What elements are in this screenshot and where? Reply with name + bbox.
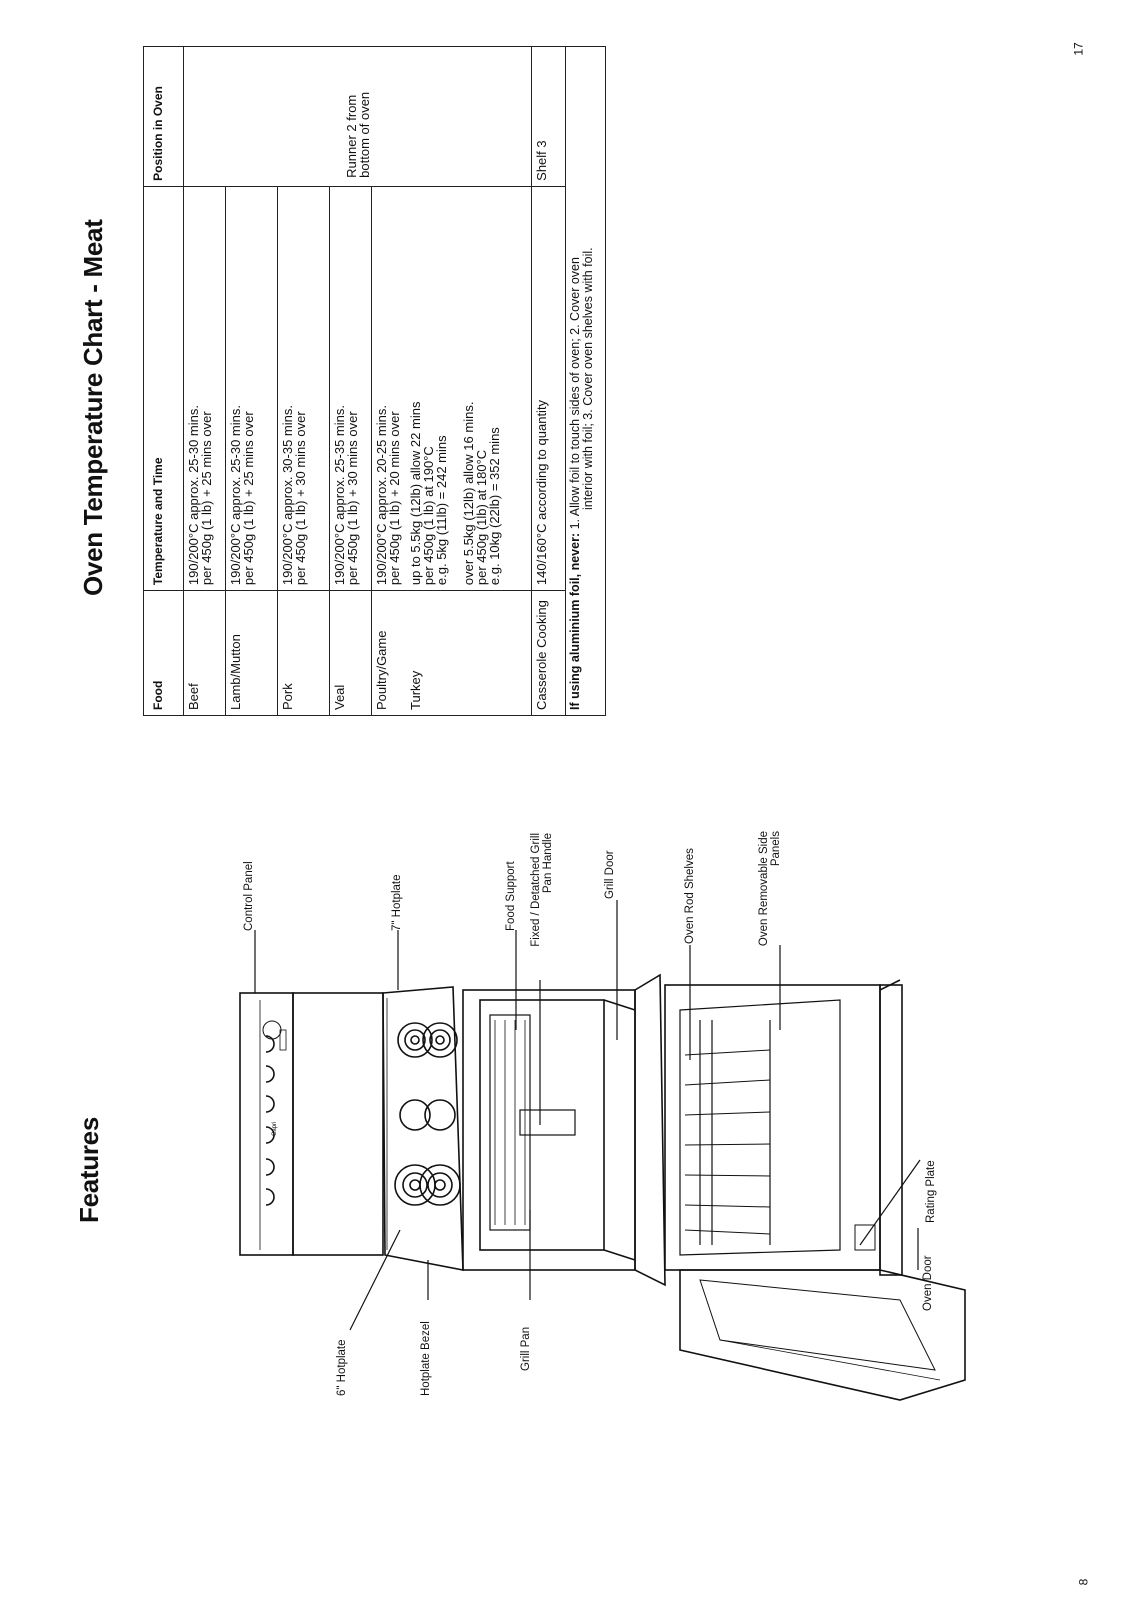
foil-note: If using aluminium foil, never: 1. Allow foil to touch sides of oven; 2. Cover oven interior with foil; 3. Cover oven shelves with foil. <box>566 47 606 716</box>
temp-cell: 190/200°C approx. 25-35 mins. per 450g (1 lb) + 30 mins over <box>330 186 372 590</box>
table-row-beef <box>184 47 226 716</box>
food-cell: Turkey <box>406 591 532 716</box>
label-control-panel: Control Panel <box>243 861 255 931</box>
label-rating-plate: Rating Plate <box>925 1160 937 1223</box>
temp-cell: 190/200°C approx. 20-25 mins. per 450g (1 lb) + 20 mins over <box>372 186 406 590</box>
temp-cell: 140/160°C according to quantity <box>532 186 566 590</box>
chart-title: Oven Temperature Chart - Meat <box>78 219 108 596</box>
label-hotplate-7: 7" Hotplate <box>391 874 403 931</box>
label-oven-rod-shelves: Oven Rod Shelves <box>684 848 696 944</box>
temp-cell: 190/200°C approx. 25-30 mins. per 450g (1 lb) + 25 mins over <box>184 186 226 590</box>
temp-cell: 190/200°C approx. 30-35 mins. per 450g (1 lb) + 30 mins over <box>278 186 330 590</box>
label-hotplate-bezel: Hotplate Bezel <box>420 1321 432 1396</box>
header-temperature: Temperature and Time <box>144 186 184 590</box>
label-hotplate-6: 6" Hotplate <box>336 1339 348 1396</box>
table-header-row <box>144 47 184 716</box>
food-cell: Casserole Cooking <box>532 591 566 716</box>
page-number-left: 8 <box>1076 1578 1091 1586</box>
food-cell: Lamb/Mutton <box>226 591 278 716</box>
temp-cell: up to 5.5kg (12lb) allow 22 mins per 450g (1 lb) at 190°C e.g. 5kg (11lb) = 242 mins over 5.5kg (12lb) allow 16 mins. per 450g (1lb) at 180°C e.g. 10kg (22lb) = 352 mins <box>406 186 532 590</box>
label-oven-door: Oven Door <box>922 1255 934 1311</box>
oven-temperature-table <box>143 46 606 716</box>
brand-badge: Capri <box>272 1121 278 1136</box>
food-cell: Poultry/Game <box>372 591 406 716</box>
food-cell: Pork <box>278 591 330 716</box>
food-cell: Veal <box>330 591 372 716</box>
label-grill-pan-handle: Fixed / Detatched Grill Pan Handle <box>530 833 554 947</box>
label-grill-door: Grill Door <box>604 850 616 899</box>
page-number-right: 17 <box>1071 42 1086 56</box>
label-oven-side-panels: Oven Removable Side Panels <box>758 831 782 947</box>
position-cell-runner: Runner 2 from bottom of oven <box>184 47 532 187</box>
label-food-support: Food Support <box>505 861 517 931</box>
temp-cell: 190/200°C approx. 25-30 mins. per 450g (1 lb) + 25 mins over <box>226 186 278 590</box>
features-title: Features <box>74 1117 104 1223</box>
table-row-casserole <box>532 47 566 716</box>
header-position: Position in Oven <box>144 47 184 187</box>
label-grill-pan: Grill Pan <box>520 1326 532 1371</box>
header-food: Food <box>144 591 184 716</box>
food-cell: Beef <box>184 591 226 716</box>
position-cell-casserole: Shelf 3 <box>532 47 566 187</box>
table-row-foil-note <box>566 47 606 716</box>
